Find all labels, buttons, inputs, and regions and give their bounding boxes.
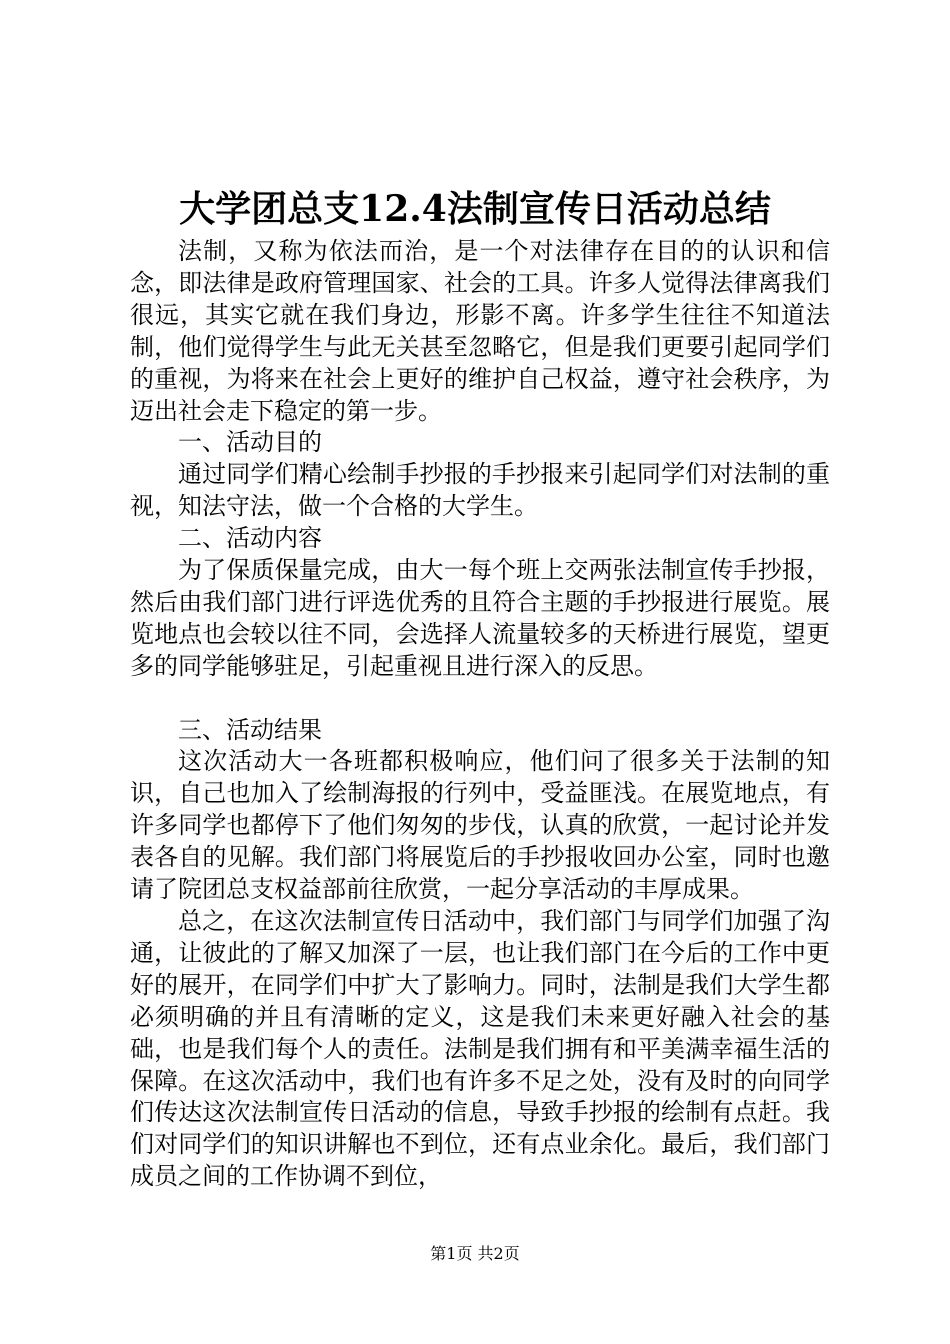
paragraph-intro: 法制，又称为依法而治，是一个对法律存在目的的认识和信念，即法律是政府管理国家、社会的工具。许多人觉得法律离我们很远，其实它就在我们身边，形影不离。许多学生往往不知道法制，他们觉得学生与此无关甚至忽略它，但是我们更要引起同学们的重视，为将来在社会上更好的维护自己权益，遵守社会秩序，为迈出社会走下稳定的第一步。 [130, 237, 830, 425]
paragraph-summary: 总之，在这次法制宣传日活动中，我们部门与同学们加强了沟通，让彼此的了解又加深了一层，也让我们部门在今后的工作中更好的展开，在同学们中扩大了影响力。同时，法制是我们大学生都必须明确的并且有清晰的定义，这是我们未来更好融入社会的基础，也是我们每个人的责任。法制是我们拥有和平美满幸福生活的保障。在这次活动中，我们也有许多不足之处，没有及时的向同学们传达这次法制宣传日活动的信息，导致手抄报的绘制有点赶。我们对同学们的知识讲解也不到位，还有点业余化。最后，我们部门成员之间的工作协调不到位， [130, 907, 830, 1191]
paragraph-purpose: 通过同学们精心绘制手抄报的手抄报来引起同学们对法制的重视，知法守法，做一个合格的大学生。 [130, 460, 830, 521]
section-heading-content: 二、活动内容 [178, 524, 322, 553]
page-footer: 第1页 共2页 [430, 1244, 520, 1263]
document-title: 大学团总支12.4法制宣传日活动总结 [179, 188, 771, 230]
section-heading-result: 三、活动结果 [178, 715, 322, 744]
section-heading-purpose: 一、活动目的 [178, 428, 322, 457]
paragraph-result: 这次活动大一各班都积极响应，他们问了很多关于法制的知识，自己也加入了绘制海报的行列中，受益匪浅。在展览地点，有许多同学也都停下了他们匆匆的步伐，认真的欣赏，一起讨论并发表各自的见解。我们部门将展览后的手抄报收回办公室，同时也邀请了院团总支权益部前往欣赏，一起分享活动的丰厚成果。 [130, 747, 830, 904]
document-body [130, 236, 830, 1193]
paragraph-content: 为了保质保量完成，由大一每个班上交两张法制宣传手抄报，然后由我们部门进行评选优秀的且符合主题的手抄报进行展览。展览地点也会较以往不同，会选择人流量较多的天桥进行展览，望更多的同学能够驻足，引起重视且进行深入的反思。 [130, 556, 830, 680]
blank-line [130, 683, 830, 715]
